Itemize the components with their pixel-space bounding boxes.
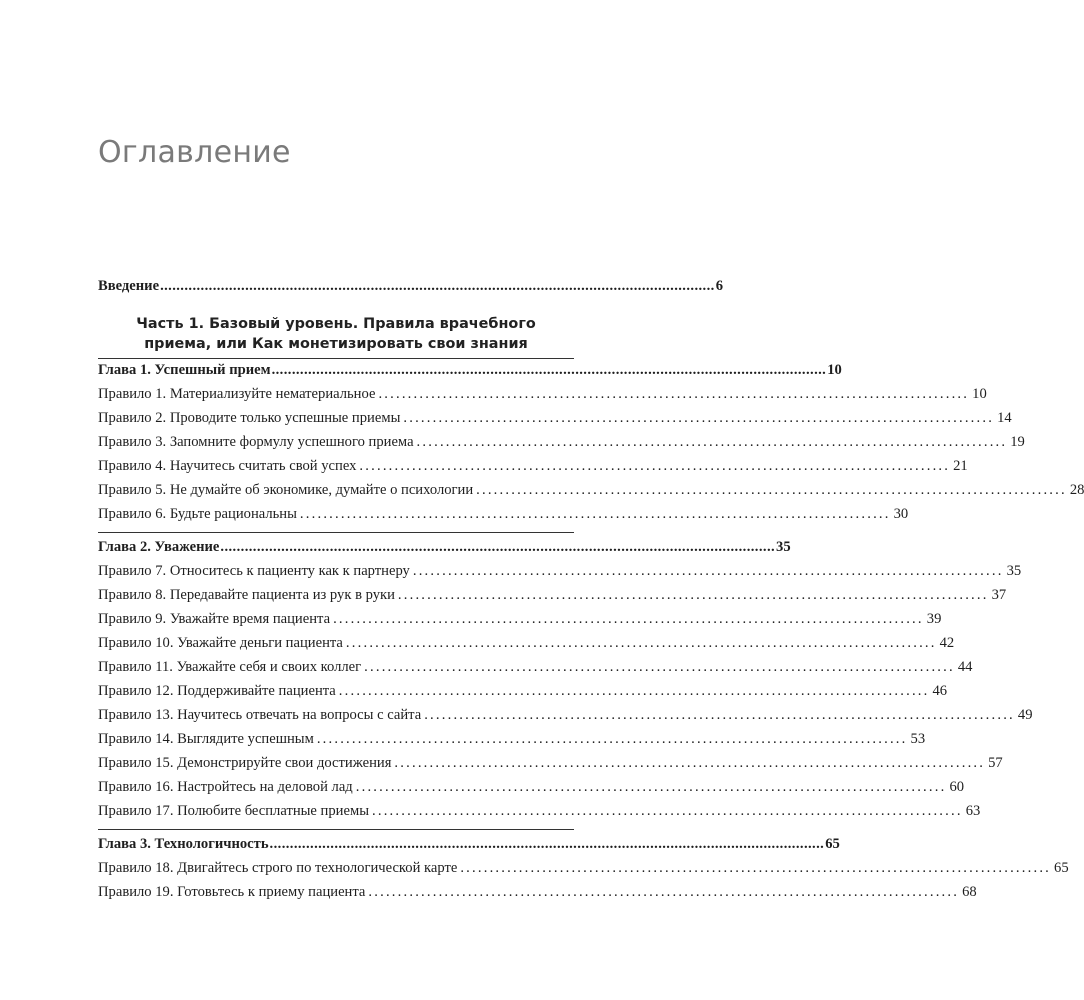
toc-entry-page: 49 [1017,707,1033,723]
dot-leader: ..................................................................................................... [364,659,955,675]
toc-rule-16[interactable] [98,777,965,797]
toc-entry-page: 35 [776,539,791,555]
dot-leader: ..................................................................................................... [397,587,989,603]
dot-leader: ..................................................................................................... [412,563,1004,579]
toc-entry-label: Правило 16. Настройтесь на деловой лад [98,779,353,795]
toc-entry-page: 6 [715,278,723,294]
toc-rule-17[interactable] [98,801,981,821]
dot-leader: ..................................................................................................... [359,458,951,474]
part-heading-line-1: Часть 1. Базовый уровень. Правила врачебного [136,316,536,332]
toc-entry-label: Правило 3. Запомните формулу успешного приема [98,434,414,450]
dot-leader: ..................................................................................................... [316,731,908,747]
dot-leader: ..................................................................................................... [424,707,1015,723]
dot-leader: ..................................................................................................... [299,506,891,522]
dot-leader: ..................................................................................................... [333,611,924,627]
dot-leader: ..................................................................................................... [394,755,986,771]
toc-entry-page: 46 [932,683,948,699]
toc-entry-page: 65 [825,836,840,852]
toc-chapter-2[interactable] [98,537,791,557]
toc-entry-label: Правило 1. Материализуйте нематериальное [98,386,376,402]
toc-entry-label: Правило 8. Передавайте пациента из рук в руки [98,587,395,603]
toc-entry-label: Правило 10. Уважайте деньги пациента [98,635,343,651]
toc-rule-9[interactable] [98,609,942,629]
toc-entry-page: 57 [988,755,1003,771]
toc-entry-label: Правило 12. Поддерживайте пациента [98,683,336,699]
toc-entry-page: 37 [991,587,1007,603]
toc-entry-label: Правило 15. Демонстрируйте свои достижения [98,755,392,771]
toc-entry-label: Правило 18. Двигайтесь строго по технологической карте [98,860,458,876]
toc-rule-5[interactable] [98,480,1084,500]
dot-leader: ..................................................................................................... [403,410,995,426]
toc-entry-page: 63 [965,803,981,819]
toc-entry-page: 65 [1054,860,1069,876]
dot-leader: ..................................................................................................... [372,803,963,819]
dot-leader: ......................................................................................................................................... [220,539,776,555]
toc-entry-label: Правило 19. Готовьтесь к приему пациента [98,884,366,900]
toc-entry-label: Правило 14. Выглядите успешным [98,731,314,747]
dot-leader: ..................................................................................................... [368,884,960,900]
toc-rule-2[interactable] [98,408,1012,428]
toc-entry-label: Глава 1. Успешный прием [98,362,271,378]
toc-entry-page: 44 [957,659,973,675]
toc-entry-page: 21 [953,458,968,474]
toc-entry-page: 53 [910,731,926,747]
toc-rule-12[interactable] [98,681,948,701]
toc-entry-page: 28 [1069,482,1084,498]
part-heading-line-2: приема, или Как монетизировать свои знания [144,336,528,352]
toc-rule-7[interactable] [98,561,1022,581]
dot-leader: ..................................................................................................... [338,683,930,699]
toc-rule-10[interactable] [98,633,955,653]
toc-chapter-3[interactable] [98,834,840,854]
dot-leader: ......................................................................................................................................... [271,362,827,378]
toc-entry-page: 42 [939,635,955,651]
toc-chapter-1[interactable] [98,360,842,380]
toc-rule-1[interactable] [98,384,987,404]
toc-entry-label: Глава 2. Уважение [98,539,220,555]
toc-rule-13[interactable] [98,705,1033,725]
toc-rule-14[interactable] [98,729,926,749]
toc-entry-page: 35 [1006,563,1022,579]
toc-entry-page: 39 [926,611,942,627]
dot-leader: ......................................................................................................................................... [160,278,715,294]
toc-entry-page: 10 [972,386,987,402]
toc-entry-page: 10 [827,362,842,378]
dot-leader: ..................................................................................................... [355,779,947,795]
toc-entry-page: 19 [1010,434,1025,450]
page-title: Оглавление [98,135,291,170]
toc-entry-label: Глава 3. Технологичность [98,836,269,852]
toc-entry-label: Правило 17. Полюбите бесплатные приемы [98,803,369,819]
dot-leader: ..................................................................................................... [345,635,937,651]
toc-entry-label: Правило 4. Научитесь считать свой успех [98,458,357,474]
toc-entry-label: Правило 7. Относитесь к пациенту как к партнеру [98,563,410,579]
toc-entry-label: Правило 9. Уважайте время пациента [98,611,331,627]
toc-entry-intro[interactable] [98,276,723,296]
dot-leader: ..................................................................................................... [460,860,1052,876]
toc-entry-page: 68 [962,884,977,900]
chapter-divider [98,358,574,359]
toc-rule-8[interactable] [98,585,1007,605]
dot-leader: ..................................................................................................... [378,386,970,402]
toc-entry-label: Правило 6. Будьте рациональны [98,506,297,522]
toc-rule-19[interactable] [98,882,977,902]
toc-rule-6[interactable] [98,504,909,524]
toc-entry-page: 14 [997,410,1012,426]
toc-entry-label: Введение [98,278,160,294]
toc-entry-page: 30 [893,506,909,522]
dot-leader: ......................................................................................................................................... [269,836,825,852]
toc-rule-11[interactable] [98,657,973,677]
dot-leader: ..................................................................................................... [416,434,1008,450]
dot-leader: ..................................................................................................... [476,482,1067,498]
toc-rule-3[interactable] [98,432,1025,452]
toc-rule-4[interactable] [98,456,968,476]
chapter-divider [98,829,574,830]
toc-entry-label: Правило 5. Не думайте об экономике, думайте о психологии [98,482,474,498]
toc-entry-label: Правило 11. Уважайте себя и своих коллег [98,659,362,675]
toc-entry-label: Правило 13. Научитесь отвечать на вопросы с сайта [98,707,422,723]
chapter-divider [98,532,574,533]
toc-rule-18[interactable] [98,858,1069,878]
toc-entry-page: 60 [949,779,965,795]
toc-rule-15[interactable] [98,753,1003,773]
toc-entry-label: Правило 2. Проводите только успешные приемы [98,410,401,426]
